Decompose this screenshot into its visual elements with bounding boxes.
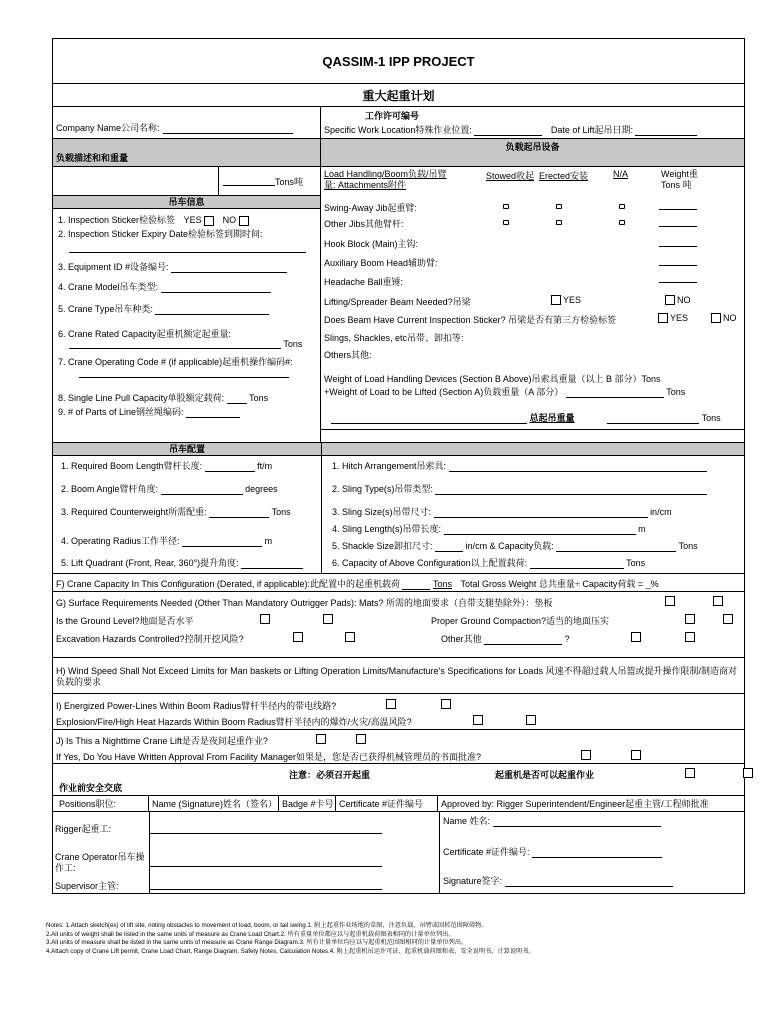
sling-size-label: 3. Sling Size(s)吊带尺寸:	[332, 507, 432, 517]
config-capacity-field[interactable]	[530, 559, 624, 569]
boom-angle-unit: degrees	[245, 484, 278, 494]
approver-name-field[interactable]	[493, 817, 661, 827]
mats-no-checkbox[interactable]	[713, 596, 723, 606]
lift-quadrant-field[interactable]	[241, 559, 303, 569]
load-handling-header: Load Handling/Boom负载/吊臂量: Attachments附件	[324, 169, 447, 190]
nighttime-no-checkbox[interactable]	[356, 734, 366, 744]
note-4: 4.Attach copy of Crane Lift permit, Crane Load Chart, Range Diagram, Safety Notes, Calculation Notes.4. 附上起重机吊运许可证、起重机载荷图和表、安全说明书、计算说明书。	[46, 947, 535, 955]
company-name-label: Company Name公司名称:	[56, 123, 160, 133]
lift-date-field[interactable]	[635, 126, 697, 136]
compaction-yes-checkbox[interactable]	[685, 614, 695, 624]
inspection-sticker-label: 1. Inspection Sticker检验标签	[58, 215, 176, 225]
swing-jib-weight-field[interactable]	[659, 200, 697, 210]
power-lines-yes-checkbox[interactable]	[386, 699, 396, 709]
boom-angle-field[interactable]	[161, 485, 243, 495]
project-title: QASSIM-1 IPP PROJECT	[52, 38, 745, 83]
parts-of-line-field[interactable]	[186, 408, 240, 418]
note-3: 3.All units of measure shall be listed in the same units of measure as Crane Range Diagram.3. 所有计量单位均应以与起重机范围图相同的计量单位列出。	[46, 939, 468, 946]
spreader-beam-label: Lifting/Spreader Beam Needed?吊梁	[324, 297, 471, 307]
equipment-id-field[interactable]	[171, 263, 287, 273]
lift-quadrant-label: 5. Lift Quadrant (Front, Rear, 360°)提升角度:	[61, 558, 239, 568]
sling-length-field[interactable]	[444, 525, 636, 535]
nighttime-lift-label: J) Is This a Nighttime Crane Lift是否是夜间起重作业?	[56, 736, 268, 746]
boom-angle-label: 2. Boom Angle臂杆角度:	[61, 484, 159, 494]
config-capacity-unit: Tons	[626, 558, 646, 568]
slings-label: Slings, Shackles, etc吊带、卸扣等:	[324, 333, 464, 343]
shackle-size-field[interactable]	[435, 542, 463, 552]
section-f-label: F) Crane Capacity In This Configuration (Derated, if applicable):此配置中的起重机载荷	[56, 579, 400, 589]
aux-boom-label: Auxiliary Boom Head辅助臂:	[324, 258, 438, 268]
others-label: Others其他:	[324, 350, 372, 360]
swing-jib-stowed-option[interactable]	[503, 204, 509, 209]
nighttime-yes-checkbox[interactable]	[316, 734, 326, 744]
excavation-label: Excavation Hazards Controlled?控制开挖风险?	[56, 634, 244, 644]
other-jibs-stowed-option[interactable]	[503, 220, 509, 225]
positions-header: Positions职位:	[53, 796, 149, 811]
total-lift-unit: Tons	[701, 413, 721, 423]
swing-jib-na-option[interactable]	[619, 204, 625, 209]
rigger-signature-field[interactable]	[150, 824, 382, 834]
aux-boom-weight-field[interactable]	[659, 256, 697, 266]
sticker-expiry-field[interactable]	[69, 243, 306, 253]
certificate-header: Certificate #证件编号	[336, 796, 438, 811]
counterweight-unit: Tons	[271, 507, 291, 517]
sticker-no-label: NO	[222, 215, 237, 225]
sling-type-label: 2. Sling Type(s)吊带类型:	[332, 484, 433, 494]
na-header: N/A	[613, 169, 629, 179]
weight-load-field[interactable]	[566, 388, 664, 398]
beam-inspection-label: Does Beam Have Current Inspection Sticker? 吊梁是否有第三方检验标签	[324, 315, 617, 325]
spreader-yes-label: YES	[563, 295, 582, 305]
shackle-size-label: 5. Shackle Size卸扣尺寸:	[332, 541, 433, 551]
hook-block-label: Hook Block (Main)主钩:	[324, 239, 419, 249]
other-jibs-na-option[interactable]	[619, 220, 625, 225]
permit-number-label: 工作许可编号	[365, 111, 420, 121]
config-capacity-label: 6. Capacity of Above Configuration以上配置载荷:	[332, 558, 528, 568]
sticker-expiry-label: 2. Inspection Sticker Expiry Date检验标签到期时间:	[58, 229, 263, 239]
shackle-capacity-label: in/cm & Capacity负载:	[465, 541, 554, 551]
approval-no-checkbox[interactable]	[631, 750, 641, 760]
equipment-id-label: 3. Equipment ID #设备编号:	[58, 262, 169, 272]
counterweight-field[interactable]	[209, 508, 269, 518]
approval-yes-checkbox[interactable]	[581, 750, 591, 760]
ground-level-label: Is the Ground Level?地面是否水平	[56, 616, 194, 626]
boom-length-unit: ft/m	[257, 461, 273, 471]
hitch-arrangement-label: 1. Hitch Arrangement吊索具:	[332, 461, 447, 471]
total-lift-line[interactable]	[331, 414, 527, 424]
sticker-yes-label: YES	[183, 215, 202, 225]
weight-header: Weight重 Tons 吨	[661, 169, 698, 190]
approver-certificate-field[interactable]	[532, 848, 662, 858]
sling-size-field[interactable]	[434, 508, 648, 518]
explosion-hazards-label: Explosion/Fire/High Heat Hazards Within Boom Radius臂杆半径内的爆炸/火灾/高温风险?	[56, 717, 412, 727]
load-weight-field[interactable]	[223, 176, 275, 186]
compaction-label: Proper Ground Compaction?适当的地面压实	[431, 616, 610, 626]
sling-length-label: 4. Sling Length(s)吊带长度:	[332, 524, 442, 534]
mats-yes-checkbox[interactable]	[665, 596, 675, 606]
weight-load-unit: Tons	[666, 387, 686, 397]
crane-config-heading: 吊车配置	[53, 443, 322, 455]
shackle-capacity-field[interactable]	[556, 542, 676, 552]
other-yes-checkbox[interactable]	[631, 632, 641, 642]
other-question: ?	[564, 634, 570, 644]
power-lines-label: I) Energized Power-Lines Within Boom Radius臂杆半径内的带电线路?	[56, 701, 337, 711]
sticker-yes-checkbox[interactable]	[204, 216, 214, 226]
hitch-arrangement-field[interactable]	[449, 462, 707, 472]
headache-ball-weight-field[interactable]	[659, 273, 697, 283]
work-location-field[interactable]	[474, 126, 542, 136]
section-a-heading: 负载描述和和重量	[53, 139, 321, 166]
operating-radius-label: 4. Operating Radius工作半径:	[61, 536, 180, 546]
lift-plan-form	[52, 38, 745, 894]
operating-radius-field[interactable]	[182, 537, 262, 547]
crane-able-label: 起重机是否可以起重作业	[495, 770, 595, 780]
rated-capacity-field[interactable]	[69, 339, 281, 349]
approved-by-header: Approved by: Rigger Superintendent/Engineer起重主管/工程师批准	[441, 799, 709, 809]
supervisor-signature-field[interactable]	[150, 880, 382, 890]
total-lift-field[interactable]	[607, 414, 699, 424]
load-weight-unit: Tons吨	[275, 176, 304, 187]
crane-operator-label: Crane Operator吊车操作工:	[55, 852, 145, 873]
form-subtitle: 重大起重计划	[52, 83, 745, 107]
rated-capacity-label: 6. Crane Rated Capacity起重机额定起重量:	[58, 329, 232, 339]
badge-header: Badge #卡号	[279, 796, 336, 811]
swing-jib-erected-option[interactable]	[556, 204, 562, 209]
explosion-yes-checkbox[interactable]	[473, 715, 483, 725]
lift-date-label: Date of Lift起吊日期:	[550, 125, 633, 135]
hook-block-weight-field[interactable]	[659, 237, 697, 247]
approver-certificate-label: Certificate #证件编号:	[443, 847, 530, 857]
section-g-label: G) Surface Requirements Needed (Other Than Mandatory Outrigger Pads): Mats? 所需的地面要求（自带支腿垫除外）：垫板	[56, 598, 553, 608]
swing-jib-label: Swing-Away Jib起重臂:	[324, 203, 417, 213]
single-line-pull-label: 8. Single Line Pull Capacity单股额定载荷:	[58, 393, 225, 403]
approver-signature-field[interactable]	[505, 877, 673, 887]
ground-level-no-checkbox[interactable]	[323, 614, 333, 624]
section-f-tons: Tons	[432, 579, 452, 589]
other-no-checkbox[interactable]	[685, 632, 695, 642]
beam-inspection-no-checkbox[interactable]	[711, 313, 721, 323]
parts-of-line-label: 9. # of Parts of Line钢丝绳编码:	[58, 407, 184, 417]
written-approval-label: If Yes, Do You Have Written Approval From Facility Manager如果是，您是否已获得机械管理员的书面批准?	[56, 752, 481, 762]
excavation-no-checkbox[interactable]	[345, 632, 355, 642]
single-line-pull-unit: Tons	[249, 393, 269, 403]
total-lift-label: 总起吊重量	[529, 413, 575, 423]
explosion-no-checkbox[interactable]	[526, 715, 536, 725]
spreader-yes-checkbox[interactable]	[551, 295, 561, 305]
work-location-label: Specific Work Location特殊作业位置:	[324, 125, 472, 135]
crane-info-heading: 吊车信息	[53, 196, 320, 209]
crane-type-label: 5. Crane Type吊车种类:	[58, 304, 153, 314]
crane-able-no-checkbox[interactable]	[743, 768, 753, 778]
section-f-total: Total Gross Weight 总共重量÷ Capacity荷载 = _%	[460, 579, 659, 589]
beam-inspection-yes-label: YES	[670, 313, 689, 323]
rigger-label: Rigger起重工:	[55, 824, 112, 834]
beam-inspection-yes-checkbox[interactable]	[658, 313, 668, 323]
crane-type-field[interactable]	[155, 305, 269, 315]
name-header: Name (Signature)姓名（签名）	[149, 796, 279, 811]
counterweight-label: 3. Required Counterweight所需配重:	[61, 507, 207, 517]
operating-code-field[interactable]	[79, 368, 289, 378]
ground-level-yes-checkbox[interactable]	[260, 614, 270, 624]
weight-devices-label: Weight of Load Handling Devices (Section B Above)吊索具重量（以上 B 部分）Tons	[324, 374, 661, 384]
rated-capacity-unit: Tons	[283, 339, 303, 349]
sling-length-unit: m	[638, 524, 646, 534]
boom-length-label: 1. Required Boom Length臂杆长度:	[61, 461, 203, 471]
notes-block	[46, 922, 746, 956]
section-b-heading: 负载起吊设备	[321, 139, 744, 166]
compaction-no-checkbox[interactable]	[723, 614, 733, 624]
note-2: 2.All units of weight shall be listed in the same units of measure as Crane Load Chart.2. 所有重量单位都应以与起重机载荷图表相同的计量单位列出。	[46, 930, 455, 938]
shackle-capacity-unit: Tons	[678, 541, 698, 551]
safety-notice-label: 注意：必须召开起重	[289, 770, 371, 780]
section-h-text: H) Wind Speed Shall Not Exceed Limits for Man baskets or Lifting Operation Limits/Manufacture's Specifications for Loads 风速不得超过载人吊篮或提升操作限制/制造商对负载的要求	[52, 658, 745, 694]
other-jibs-weight-field[interactable]	[659, 217, 697, 227]
crane-model-label: 4. Crane Model吊车类型:	[58, 282, 159, 292]
power-lines-no-checkbox[interactable]	[441, 699, 451, 709]
company-name-field[interactable]	[163, 124, 293, 134]
approver-name-label: Name 姓名:	[443, 816, 491, 826]
single-line-pull-field[interactable]	[227, 394, 247, 404]
section-f-capacity-field[interactable]	[402, 580, 430, 590]
note-1: Notes: 1.Attach sketch(es) of lift site, noting obstacles to movement of load, boom, or tail swing.1. 附上起重作业场地的草图，注意负载、吊臂或回转范围障碍物。	[46, 922, 488, 929]
erected-header: Erected安装	[539, 171, 589, 181]
other-field[interactable]	[484, 635, 562, 645]
sticker-no-checkbox[interactable]	[239, 216, 249, 226]
weight-load-label: +Weight of Load to be Lifted (Section A)负载重量（A 部分）	[324, 387, 564, 397]
spreader-no-label: NO	[677, 295, 691, 305]
boom-length-field[interactable]	[205, 462, 255, 472]
sling-type-field[interactable]	[435, 485, 707, 495]
crane-able-yes-checkbox[interactable]	[685, 768, 695, 778]
excavation-yes-checkbox[interactable]	[293, 632, 303, 642]
operating-code-label: 7. Crane Operating Code # (if applicable)起重机操作编码#:	[58, 357, 293, 367]
other-jibs-erected-option[interactable]	[556, 220, 562, 225]
sling-size-unit: in/cm	[650, 507, 672, 517]
other-jibs-label: Other Jibs其他臂杆:	[324, 219, 404, 229]
operator-signature-field[interactable]	[150, 857, 382, 867]
operating-radius-unit: m	[264, 536, 273, 546]
spreader-no-checkbox[interactable]	[665, 295, 675, 305]
other-label: Other其他	[441, 634, 482, 644]
crane-model-field[interactable]	[161, 283, 271, 293]
beam-inspection-no-label: NO	[723, 313, 737, 323]
stowed-header: Stowed收起	[486, 171, 535, 181]
approver-signature-label: Signature签字:	[443, 876, 503, 886]
headache-ball-label: Headache Ball重锤:	[324, 277, 404, 287]
safety-briefing-label: 作业前安全交底	[59, 783, 123, 793]
supervisor-label: Supervisor主管:	[55, 881, 119, 891]
